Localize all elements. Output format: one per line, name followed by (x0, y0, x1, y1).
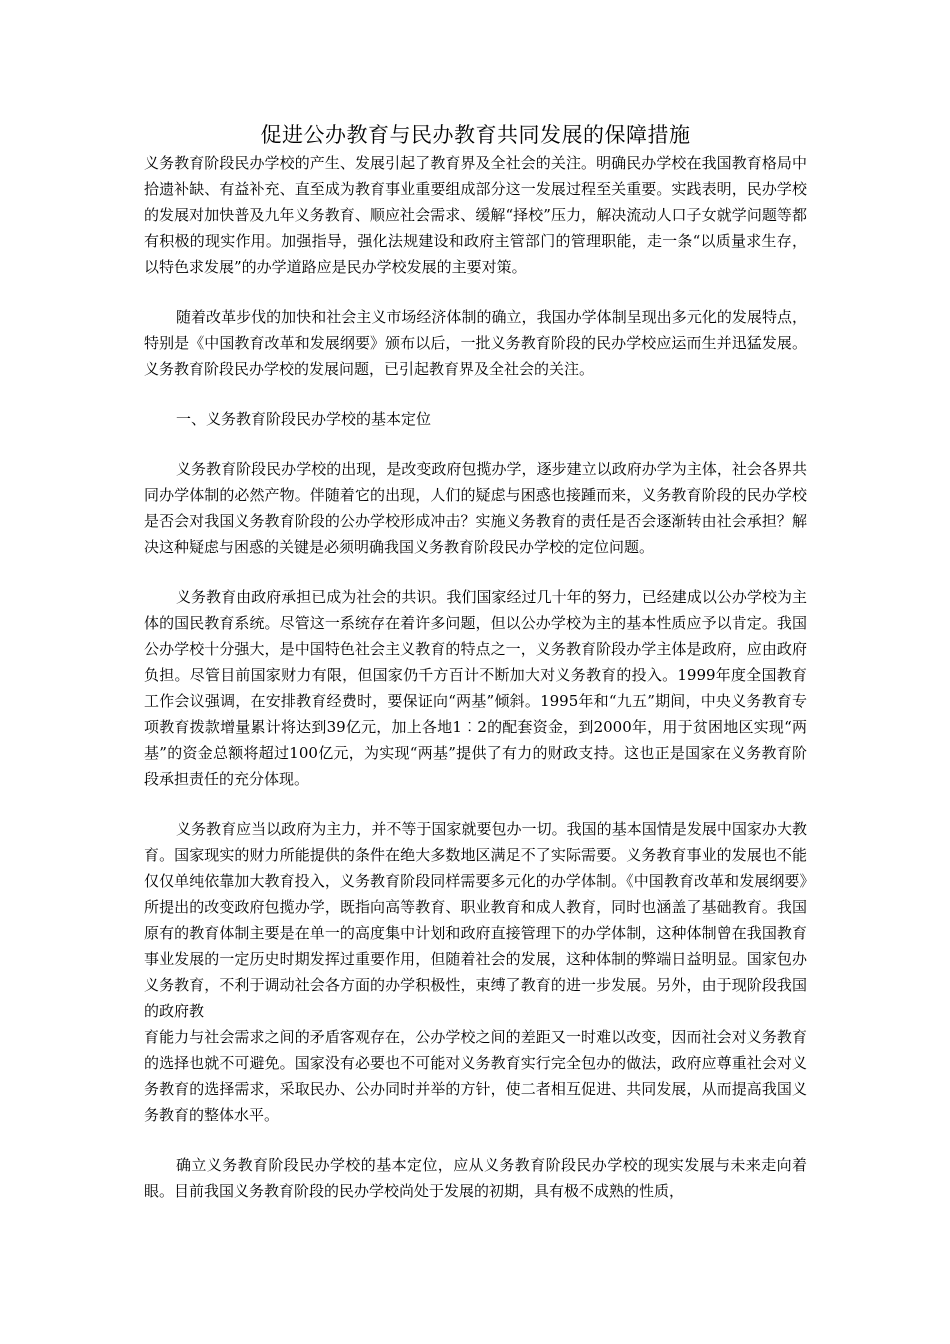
document-title: 促进公办教育与民办教育共同发展的保障措施 (260, 123, 691, 147)
paragraph-body: 确立义务教育阶段民办学校的基本定位，应从义务教育阶段民办学校的现实发展与未来走向着眼。目前我国义务教育阶段的民办学校尚处于发展的初期，具有极不成熟的性质， (144, 1156, 807, 1200)
paragraph-spacer (144, 1128, 807, 1152)
paragraph-spacer (144, 560, 807, 584)
paragraph-intro: 随着改革步伐的加快和社会主义市场经济体制的确立，我国办学体制呈现出多元化的发展特点，特别是《中国教育改革和发展纲要》颁布以后，一批义务教育阶段的民办学校应运而生并迅猛发展。义务教育阶段民办学校的发展问题，已引起教育界及全社会的关注。 (144, 308, 807, 378)
document-page (144, 120, 807, 1204)
paragraph-spacer (144, 280, 807, 304)
paragraph-spacer (144, 432, 807, 456)
paragraph-body: 义务教育阶段民办学校的出现，是改变政府包揽办学，逐步建立以政府办学为主体，社会各界共同办学体制的必然产物。伴随着它的出现，人们的疑虑与困惑也接踵而来，义务教育阶段的民办学校是否会对我国义务教育阶段的公办学校形成冲击？实施义务教育的责任是否会逐渐转由社会承担？解决这种疑虑与困惑的关键是必须明确我国义务教育阶段民办学校的定位问题。 (144, 460, 807, 556)
paragraph-body: 义务教育由政府承担已成为社会的共识。我们国家经过几十年的努力，已经建成以公办学校为主体的国民教育系统。尽管这一系统存在着许多问题，但以公办学校为主的基本性质应予以肯定。我国公办学校十分强大，是中国特色社会主义教育的特点之一，义务教育阶段办学主体是政府，应由政府负担。尽管目前国家财力有限，但国家仍千方百计不断加大对义务教育的投入。1999年度全国教育工作会议强调，在安排教育经费时，要保证向“两基”倾斜。1995年和“九五”期间，中央义务教育专项教育拨款增量累计将达到39亿元，加上各地1︰2的配套资金，到2000年，用于贫困地区实现“两基”的资金总额将超过100亿元，为实现“两基”提供了有力的财政支持。这也正是国家在义务教育阶段承担责任的充分体现。 (144, 588, 807, 788)
section-heading: 一、义务教育阶段民办学校的基本定位 (176, 410, 432, 428)
paragraph-spacer (144, 382, 807, 406)
paragraph-body-continued: 育能力与社会需求之间的矛盾客观存在，公办学校之间的差距又一时难以改变，因而社会对义务教育的选择也就不可避免。国家没有必要也不可能对义务教育实行完全包办的做法，政府应尊重社会对义务教育的选择需求，采取民办、公办同时并举的方针，使二者相互促进、共同发展，从而提高我国义务教育的整体水平。 (144, 1028, 807, 1124)
paragraph-spacer (144, 792, 807, 816)
paragraph-body: 义务教育应当以政府为主力，并不等于国家就要包办一切。我国的基本国情是发展中国家办大教育。国家现实的财力所能提供的条件在绝大多数地区满足不了实际需要。义务教育事业的发展也不能仅仅单纯依靠加大教育投入，义务教育阶段同样需要多元化的办学体制。《中国教育改革和发展纲要》所提出的改变政府包揽办学，既指向高等教育、职业教育和成人教育，同时也涵盖了基础教育。我国原有的教育体制主要是在单一的高度集中计划和政府直接管理下的办学体制，这种体制曾在我国教育事业发展的一定历史时期发挥过重要作用，但随着社会的发展，这种体制的弊端日益明显。国家包办义务教育，不利于调动社会各方面的办学积极性，束缚了教育的进一步发展。另外，由于现阶段我国的政府教 (144, 820, 807, 1020)
paragraph-abstract: 义务教育阶段民办学校的产生、发展引起了教育界及全社会的关注。明确民办学校在我国教育格局中拾遗补缺、有益补充、直至成为教育事业重要组成部分这一发展过程至关重要。实践表明，民办学校的发展对加快普及九年义务教育、顺应社会需求、缓解“择校”压力，解决流动人口子女就学问题等都有积极的现实作用。加强指导，强化法规建设和政府主管部门的管理职能，走一条“以质量求生存，以特色求发展”的办学道路应是民办学校发展的主要对策。 (144, 154, 807, 276)
